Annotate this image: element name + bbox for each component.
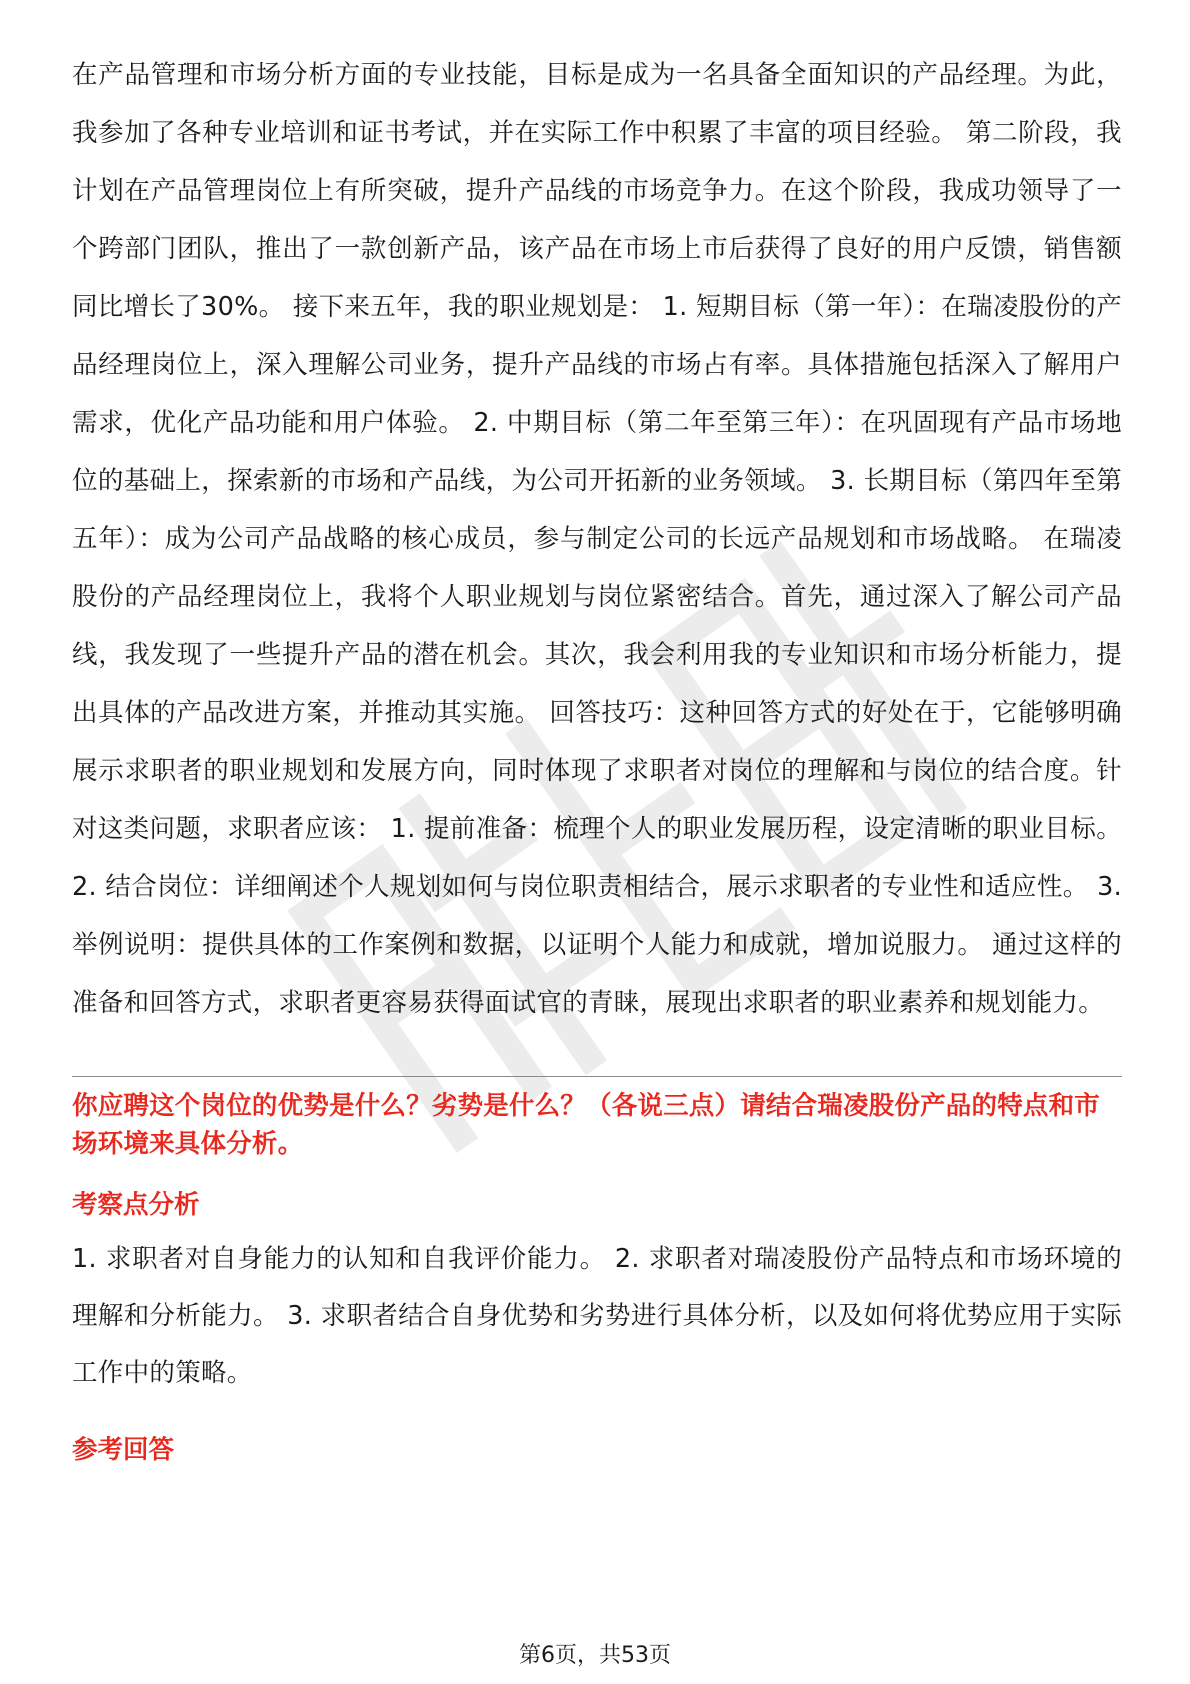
page-number: 第6页，共53页 <box>519 1643 671 1668</box>
analysis-text: 1. 求职者对自身能力的认知和自我评价能力。 2. 求职者对瑞凌股份产品特点和市场环境的理解和分析能力。 3. 求职者结合自身优势和劣势进行具体分析，以及如何将优势应用于实际工作中的策略。 <box>72 1244 1122 1388</box>
section-divider <box>72 1076 1122 1077</box>
page-content <box>72 46 1122 1470</box>
interview-question: 你应聘这个岗位的优势是什么？劣势是什么？（各说三点）请结合瑞凌股份产品的特点和市场环境来具体分析。 <box>72 1091 1101 1159</box>
analysis-heading: 考察点分析 <box>72 1190 200 1220</box>
answer-heading: 参考回答 <box>72 1435 175 1465</box>
body-paragraph: 在产品管理和市场分析方面的专业技能，目标是成为一名具备全面知识的产品经理。为此，我参加了各种专业培训和证书考试，并在实际工作中积累了丰富的项目经验。 第二阶段，我计划在产品管理岗位上有所突破，提升产品线的市场竞争力。在这个阶段，我成功领导了一个跨部门团队，推出了一款创新产品，该产品在市场上市后获得了良好的用户反馈，销售额同比增长了30%。 接下来五年，我的职业规划是： 1. 短期目标（第一年）：在瑞凌股份的产品经理岗位上，深入理解公司业务，提升产品线的市场占有率。具体措施包括深入了解用户需求，优化产品功能和用户体验。 2. 中期目标（第二年至第三年）：在巩固现有产品市场地位的基础上，探索新的市场和产品线，为公司开拓新的业务领域。 3. 长期目标（第四年至第五年）：成为公司产品战略的核心成员，参与制定公司的长远产品规划和市场战略。 在瑞凌股份的产品经理岗位上，我将个人职业规划与岗位紧密结合。首先，通过深入了解公司产品线，我发现了一些提升产品的潜在机会。其次，我会利用我的专业知识和市场分析能力，提出具体的产品改进方案，并推动其实施。 回答技巧：这种回答方式的好处在于，它能够明确展示求职者的职业规划和发展方向，同时体现了求职者对岗位的理解和与岗位的结合度。针对这类问题，求职者应该： 1. 提前准备：梳理个人的职业发展历程，设定清晰的职业目标。 2. 结合岗位：详细阐述个人规划如何与岗位职责相结合，展示求职者的专业性和适应性。 3. 举例说明：提供具体的工作案例和数据，以证明个人能力和成就，增加说服力。 通过这样的准备和回答方式，求职者更容易获得面试官的青睐，展现出求职者的职业素养和规划能力。 <box>72 60 1122 1018</box>
